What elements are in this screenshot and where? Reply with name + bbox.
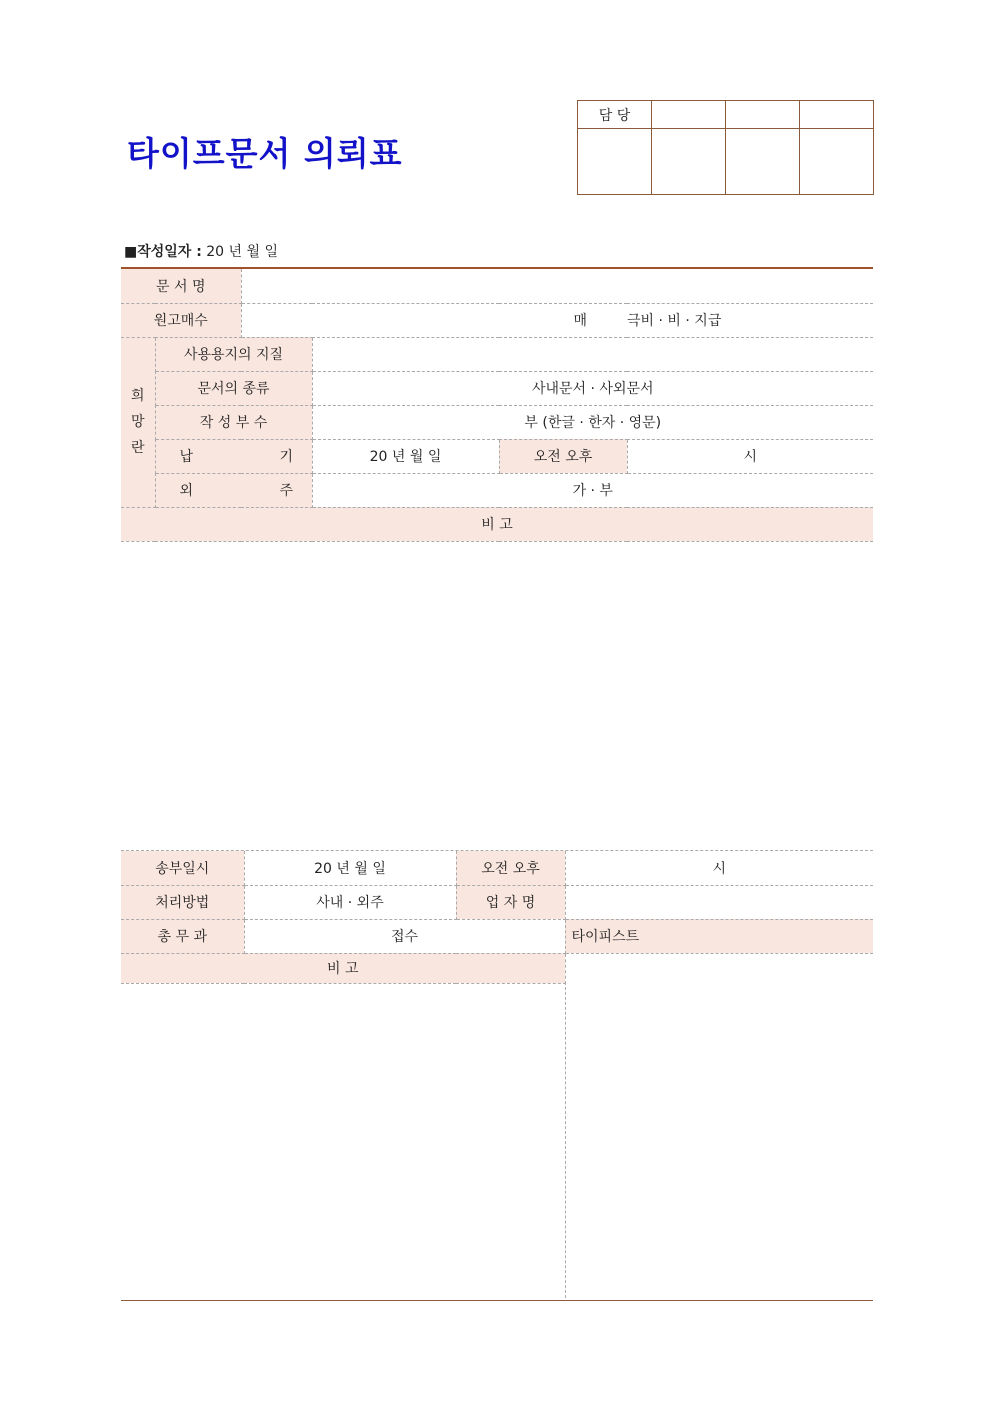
request-remarks-label: 비 고 [121,507,873,541]
approval-box [577,100,874,195]
page-count-options[interactable]: 극비 · 비 · 지급 [627,303,873,337]
remarks-area[interactable] [121,982,566,1298]
request-table [121,269,873,542]
send-hour[interactable]: 시 [565,851,873,885]
copies-value[interactable]: 부 (한글 · 한자 · 영문) [312,405,873,439]
paper-label: 사용용지의 지질 [155,337,312,371]
page-count-label: 원고매수 [121,303,241,337]
company-label: 업 자 명 [456,885,565,919]
wish-label: 희망란 [121,337,155,507]
typist-sign-area[interactable] [565,953,873,983]
approval-sign-0[interactable] [578,129,652,195]
method-label: 처리방법 [121,885,244,919]
doc-name-label: 문 서 명 [121,269,241,303]
approval-col-1 [652,101,726,129]
approval-col-3 [800,101,874,129]
date-label: ■작성일자 : [124,244,202,260]
method-value[interactable]: 사내 · 외주 [244,885,456,919]
receipt-value[interactable]: 접수 [244,919,565,953]
delivery-remarks-label: 비 고 [121,953,565,983]
approval-sign-2[interactable] [726,129,800,195]
approval-header: 담 당 [578,101,652,129]
due-label: 납 기 [155,439,312,473]
dept-label: 총 무 과 [121,919,244,953]
typist-label: 타이피스트 [565,919,873,953]
approval-col-2 [726,101,800,129]
delivery-table [121,851,873,984]
due-ampm-label: 오전 오후 [499,439,627,473]
outsource-value[interactable]: 가 · 부 [312,473,873,507]
send-ampm-label: 오전 오후 [456,851,565,885]
send-date[interactable]: 20 년 월 일 [244,851,456,885]
outsource-label: 외 주 [155,473,312,507]
doc-type-value[interactable]: 사내문서 · 사외문서 [312,371,873,405]
bottom-divider [121,1300,873,1301]
page-title: 타이프문서 의뢰표 [127,134,403,173]
due-date[interactable]: 20 년 월 일 [312,439,499,473]
doc-type-label: 문서의 종류 [155,371,312,405]
copies-label: 작 성 부 수 [155,405,312,439]
paper-field[interactable] [312,337,873,371]
approval-sign-1[interactable] [652,129,726,195]
date-line [124,241,278,261]
date-value[interactable]: 20 년 월 일 [206,244,278,260]
approval-sign-3[interactable] [800,129,874,195]
due-hour[interactable]: 시 [627,439,873,473]
doc-name-field[interactable] [241,269,873,303]
page-count-unit[interactable]: 매 [241,303,627,337]
company-field[interactable] [565,885,873,919]
send-label: 송부일시 [121,851,244,885]
